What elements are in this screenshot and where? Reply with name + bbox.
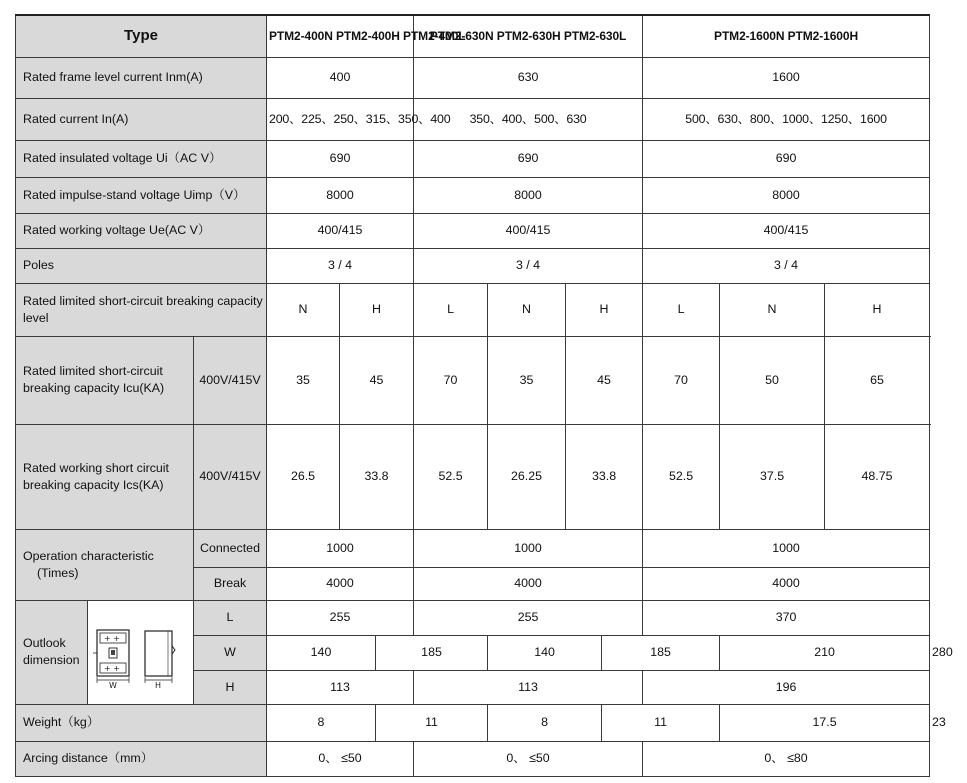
ics-value: 33.8 bbox=[340, 424, 414, 529]
capacity-level-value: H bbox=[825, 283, 930, 336]
arcing-400: 0、 ≤50 bbox=[267, 741, 414, 776]
outlook-h-sub: H bbox=[194, 670, 267, 704]
operation-label-line1: Operation characteristic bbox=[23, 548, 154, 563]
icu-value: 70 bbox=[414, 336, 488, 424]
breaker-outline-icon bbox=[88, 602, 192, 702]
arcing-630: 0、 ≤50 bbox=[414, 741, 643, 776]
outlook-l-row bbox=[16, 600, 930, 635]
icu-label: Rated limited short-circuit breaking capacity Icu(KA) bbox=[16, 336, 194, 424]
capacity-level-value: L bbox=[414, 283, 488, 336]
outlook-h-630: 113 bbox=[414, 670, 643, 704]
capacity-level-value: H bbox=[340, 283, 414, 336]
poles-label: Poles bbox=[16, 248, 267, 283]
specification-table bbox=[15, 14, 953, 777]
ics-row bbox=[16, 424, 930, 529]
outlook-label-line2: dimension bbox=[23, 653, 80, 667]
frame-current-1600: 1600 bbox=[643, 57, 930, 98]
operation-connected-400: 1000 bbox=[267, 529, 414, 567]
ics-value: 26.5 bbox=[267, 424, 340, 529]
icu-value: 35 bbox=[488, 336, 566, 424]
icu-value: 70 bbox=[643, 336, 720, 424]
outlook-l-400: 255 bbox=[267, 600, 414, 635]
operation-break-1600: 4000 bbox=[643, 567, 930, 600]
capacity-level-label: Rated limited short-circuit breaking capacity level bbox=[16, 283, 267, 336]
outlook-w-value: 185 bbox=[602, 635, 720, 670]
outlook-w-value: 140 bbox=[267, 635, 376, 670]
weight-label: Weight（kg） bbox=[16, 704, 267, 741]
operation-label bbox=[16, 529, 194, 600]
ics-label: Rated working short circuit breaking capacity Ics(KA) bbox=[16, 424, 194, 529]
insulated-voltage-row bbox=[16, 140, 930, 177]
svg-text:+ +: + + bbox=[104, 634, 120, 643]
insulated-voltage-1600: 690 bbox=[643, 140, 930, 177]
operation-label-line2: (Times) bbox=[37, 565, 79, 580]
weight-value: 17.5 bbox=[720, 704, 930, 741]
icu-value: 50 bbox=[720, 336, 825, 424]
diagram-h-label: H bbox=[155, 681, 162, 690]
capacity-level-value: N bbox=[720, 283, 825, 336]
icu-value: 45 bbox=[340, 336, 414, 424]
frame-current-label: Rated frame level current Inm(A) bbox=[16, 57, 267, 98]
operation-connected-row bbox=[16, 529, 930, 567]
insulated-voltage-400: 690 bbox=[267, 140, 414, 177]
outlook-label bbox=[16, 600, 88, 704]
poles-630: 3 / 4 bbox=[414, 248, 643, 283]
ics-value: 33.8 bbox=[566, 424, 643, 529]
outlook-h-400: 113 bbox=[267, 670, 414, 704]
ics-value: 37.5 bbox=[720, 424, 825, 529]
ics-value: 52.5 bbox=[414, 424, 488, 529]
insulated-voltage-630: 690 bbox=[414, 140, 643, 177]
poles-1600: 3 / 4 bbox=[643, 248, 930, 283]
rated-current-label: Rated current In(A) bbox=[16, 98, 267, 140]
svg-text:+ +: + + bbox=[104, 664, 120, 673]
outlook-w-value: 185 bbox=[376, 635, 488, 670]
model-group-1600: PTM2-1600N PTM2-1600H bbox=[643, 15, 930, 57]
icu-value: 35 bbox=[267, 336, 340, 424]
working-voltage-1600: 400/415 bbox=[643, 213, 930, 248]
diagram-w-label: W bbox=[109, 681, 117, 690]
rated-current-400: 200、225、250、315、350、400 bbox=[267, 98, 414, 140]
impulse-voltage-630: 8000 bbox=[414, 177, 643, 213]
impulse-voltage-400: 8000 bbox=[267, 177, 414, 213]
weight-row: Weight（kg） 8 11 8 11 17.5 23 bbox=[16, 704, 930, 741]
outlook-w-row: W 140 185 140 185 210 280 bbox=[16, 635, 930, 670]
outlook-w-value: 210 bbox=[720, 635, 930, 670]
icu-value: 45 bbox=[566, 336, 643, 424]
capacity-level-value: N bbox=[267, 283, 340, 336]
capacity-level-row bbox=[16, 283, 930, 336]
icu-value: 65 bbox=[825, 336, 930, 424]
arcing-row bbox=[16, 741, 930, 776]
rated-current-row bbox=[16, 98, 930, 140]
operation-break-630: 4000 bbox=[414, 567, 643, 600]
model-group-630: PTM2-630N PTM2-630H PTM2-630L bbox=[414, 15, 643, 57]
outlook-l-1600: 370 bbox=[643, 600, 930, 635]
ics-value: 52.5 bbox=[643, 424, 720, 529]
outlook-l-sub: L bbox=[194, 600, 267, 635]
weight-value: 11 bbox=[376, 704, 488, 741]
capacity-level-value: H bbox=[566, 283, 643, 336]
operation-break-sub: Break bbox=[194, 567, 267, 600]
impulse-voltage-row bbox=[16, 177, 930, 213]
working-voltage-label: Rated working voltage Ue(AC V） bbox=[16, 213, 267, 248]
impulse-voltage-1600: 8000 bbox=[643, 177, 930, 213]
icu-row bbox=[16, 336, 930, 424]
outlook-w-sub: W bbox=[194, 635, 267, 670]
outlook-w-value: 140 bbox=[488, 635, 602, 670]
outlook-h-1600: 196 bbox=[643, 670, 930, 704]
outlook-diagram bbox=[88, 600, 194, 704]
capacity-level-value: N bbox=[488, 283, 566, 336]
frame-current-630: 630 bbox=[414, 57, 643, 98]
operation-connected-1600: 1000 bbox=[643, 529, 930, 567]
capacity-level-value: L bbox=[643, 283, 720, 336]
operation-connected-sub: Connected bbox=[194, 529, 267, 567]
rated-current-1600: 500、630、800、1000、1250、1600 bbox=[643, 98, 930, 140]
poles-row bbox=[16, 248, 930, 283]
ics-voltage-sub: 400V/415V bbox=[194, 424, 267, 529]
outlook-l-630: 255 bbox=[414, 600, 643, 635]
working-voltage-630: 400/415 bbox=[414, 213, 643, 248]
working-voltage-400: 400/415 bbox=[267, 213, 414, 248]
outlook-label-line1: Outlook bbox=[23, 636, 66, 651]
arcing-label: Arcing distance（mm） bbox=[16, 741, 267, 776]
poles-400: 3 / 4 bbox=[267, 248, 414, 283]
ics-value: 48.75 bbox=[825, 424, 930, 529]
operation-connected-630: 1000 bbox=[414, 529, 643, 567]
frame-current-row bbox=[16, 57, 930, 98]
rated-current-630: 350、400、500、630 bbox=[414, 98, 643, 140]
ics-value: 26.25 bbox=[488, 424, 566, 529]
working-voltage-row bbox=[16, 213, 930, 248]
arcing-1600: 0、 ≤80 bbox=[643, 741, 930, 776]
weight-value: 11 bbox=[602, 704, 720, 741]
frame-current-400: 400 bbox=[267, 57, 414, 98]
type-header: Type bbox=[16, 15, 267, 57]
model-group-400: PTM2-400N PTM2-400H PTM2-400L bbox=[267, 15, 414, 57]
header-row bbox=[16, 15, 930, 57]
weight-value: 8 bbox=[267, 704, 376, 741]
insulated-voltage-label: Rated insulated voltage Ui（AC V） bbox=[16, 140, 267, 177]
operation-break-400: 4000 bbox=[267, 567, 414, 600]
weight-value: 8 bbox=[488, 704, 602, 741]
impulse-voltage-label: Rated impulse-stand voltage Uimp（V） bbox=[16, 177, 267, 213]
icu-voltage-sub: 400V/415V bbox=[194, 336, 267, 424]
